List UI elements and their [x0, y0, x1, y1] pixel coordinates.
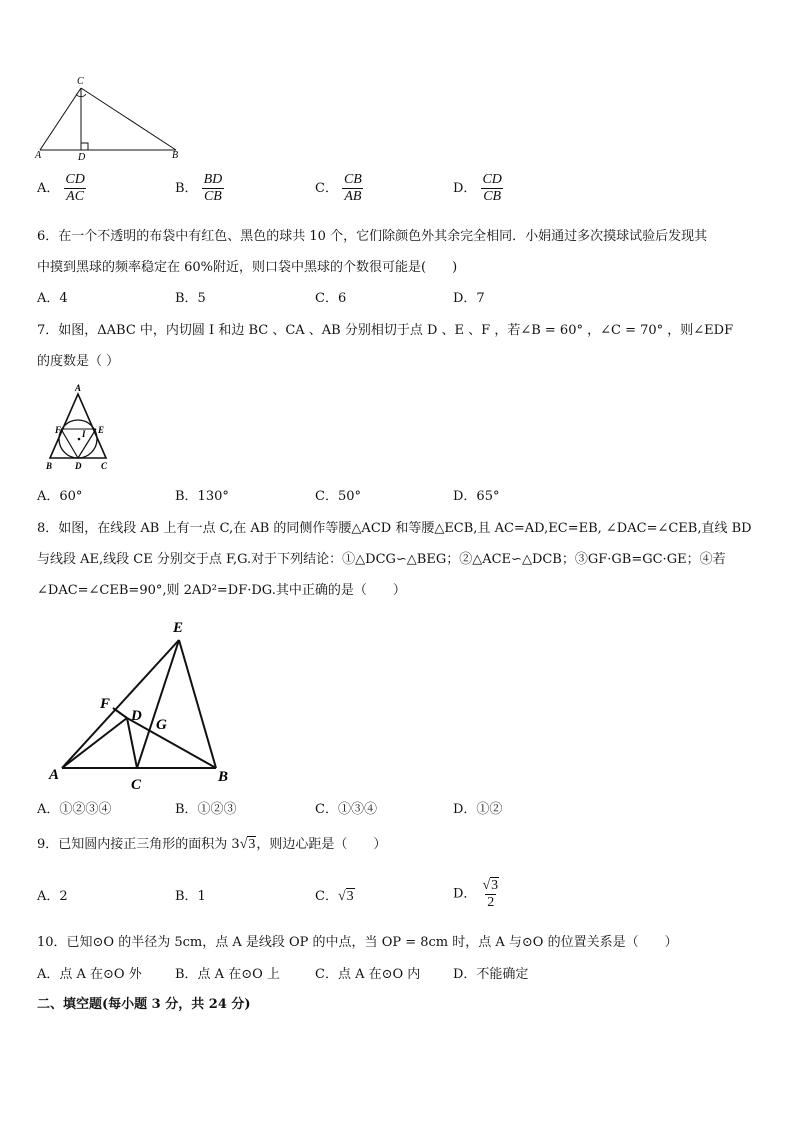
q10-option-a[interactable]: A．点 A 在⊙O 外: [37, 967, 142, 982]
q8-stem-line2: 与线段 AE,线段 CE 分别交于点 F,G.对于下列结论：①△DCG∽△BEG；②△ACE∽△DCB；③GF·GB=GC·GE；④若: [37, 552, 726, 567]
label-G: G: [156, 717, 167, 733]
q7-option-b[interactable]: B．130°: [175, 489, 229, 504]
q5-option-c[interactable]: [315, 172, 364, 205]
q5-option-a[interactable]: [37, 172, 87, 205]
fraction-numerator: CD: [65, 172, 85, 187]
q8-stem-line3: ∠DAC=∠CEB=90°,则 2AD²=DF·DG.其中正确的是（ ）: [37, 583, 406, 598]
sqrt-expression: √3: [337, 889, 354, 904]
fraction-denominator: CB: [483, 189, 502, 204]
q8-stem-line1: 8．如图，在线段 AB 上有一点 C,在 AB 的同侧作等腰△ACD 和等腰△ECB,且 AC=AD,EC=EB, ∠DAC=∠CEB,直线 BD: [37, 521, 752, 536]
sqrt-radicand: 3: [491, 878, 499, 893]
label-D: D: [75, 461, 82, 471]
fraction-numerator: CD: [482, 172, 502, 187]
option-letter: D．: [453, 886, 477, 902]
option-letter: A．: [37, 181, 60, 196]
fraction-numerator: CB: [343, 172, 362, 187]
sqrt-radicand: 3: [346, 889, 354, 904]
fraction-denominator: 2: [487, 895, 495, 910]
q9-option-b[interactable]: B．1: [175, 889, 206, 904]
q9-option-d[interactable]: [453, 878, 501, 911]
label-D: D: [131, 708, 142, 724]
sqrt-expression: √3: [482, 878, 499, 893]
label-B: B: [172, 150, 179, 161]
label-I: I: [82, 429, 86, 439]
q8-option-c[interactable]: C．①③④: [315, 802, 377, 817]
q9-stem-before: 9．已知圆内接正三角形的面积为 3: [37, 837, 240, 852]
q10-option-d[interactable]: D．不能确定: [453, 967, 529, 982]
q5-option-b[interactable]: [175, 172, 224, 205]
q6-option-b[interactable]: B．5: [175, 291, 206, 306]
label-D: D: [78, 152, 86, 162]
label-A: A: [49, 767, 60, 783]
label-E: E: [98, 425, 105, 435]
label-C: C: [131, 777, 142, 793]
fraction-denominator: AC: [66, 189, 85, 204]
q6-stem-line2: 中摸到黑球的频率稳定在 60%附近，则口袋中黑球的个数很可能是( ): [37, 260, 458, 275]
q9-stem-after: ，则边心距是（ ）: [256, 837, 387, 852]
q10-option-b[interactable]: B．点 A 在⊙O 上: [175, 967, 280, 982]
label-F: F: [55, 425, 62, 435]
fraction-numerator: BD: [203, 172, 223, 187]
q9-option-c[interactable]: [315, 888, 355, 906]
q8-option-d[interactable]: D．①②: [453, 802, 503, 817]
figure-isosceles-triangles: [40, 612, 240, 794]
label-B: B: [218, 769, 229, 785]
label-A: A: [35, 150, 42, 161]
q8-option-a[interactable]: A．①②③④: [37, 802, 112, 817]
figure-incircle-triangle: [40, 382, 120, 474]
q7-stem-line1: 7．如图，ΔABC 中，内切圆 I 和边 BC 、CA 、AB 分别相切于点 D 、E 、F ，若∠B = 60° ，∠C = 70° ，则∠EDF: [37, 323, 734, 338]
q6-stem-line1: 6．在一个不透明的布袋中有红色、黑色的球共 10 个，它们除颜色外其余完全相同．小娟通过多次摸球试验后发现其: [37, 229, 708, 244]
option-letter: B．: [175, 181, 198, 196]
q9-stem: [37, 836, 386, 854]
option-letter: C．: [315, 889, 338, 904]
q5-option-d[interactable]: [453, 172, 504, 205]
figure-right-triangle: [30, 72, 190, 162]
label-F: F: [100, 696, 111, 712]
q9-option-a[interactable]: A．2: [37, 889, 68, 904]
q7-option-a[interactable]: A．60°: [37, 489, 83, 504]
q8-option-b[interactable]: B．①②③: [175, 802, 237, 817]
q10-stem: 10．已知⊙O 的半径为 5cm，点 A 是线段 OP 的中点，当 OP = 8cm 时，点 A 与⊙O 的位置关系是（ ）: [37, 935, 678, 950]
fraction-denominator: CB: [203, 189, 222, 204]
q7-option-c[interactable]: C．50°: [315, 489, 361, 504]
option-letter: C．: [315, 181, 338, 196]
sqrt-expression: √3: [239, 837, 256, 852]
label-C: C: [77, 76, 84, 87]
q7-stem-line2: 的度数是（ ）: [37, 354, 120, 369]
section-heading-fill-in: 二、填空题(每小题 3 分，共 24 分): [37, 997, 251, 1012]
fraction-denominator: AB: [344, 189, 362, 204]
q10-option-c[interactable]: C．点 A 在⊙O 内: [315, 967, 421, 982]
q6-option-c[interactable]: C．6: [315, 291, 347, 306]
label-A: A: [75, 383, 82, 393]
label-E: E: [173, 620, 184, 636]
sqrt-radicand: 3: [248, 837, 256, 852]
q7-option-d[interactable]: D．65°: [453, 489, 500, 504]
option-letter: D．: [453, 181, 477, 196]
label-B: B: [46, 461, 53, 471]
label-C: C: [101, 461, 108, 471]
q6-option-a[interactable]: A．4: [37, 291, 68, 306]
q6-option-d[interactable]: D．7: [453, 291, 485, 306]
